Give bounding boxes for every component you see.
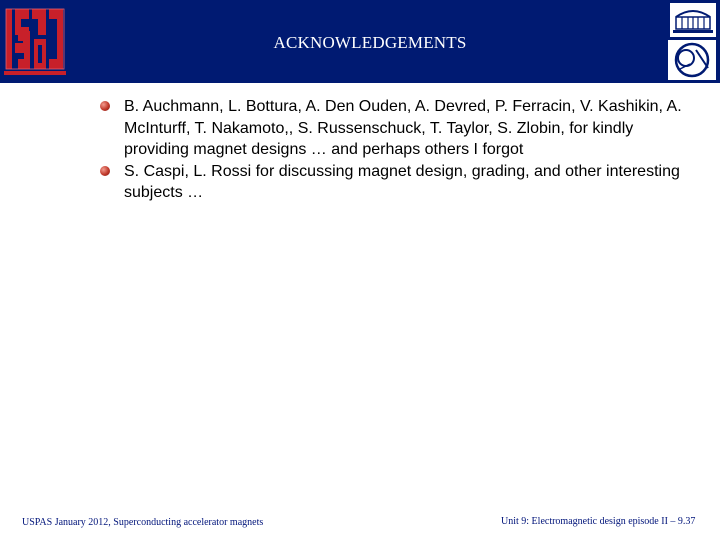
footer-course-info: USPAS January 2012, Superconducting accelerator magnets [22,517,264,528]
slide-content [100,96,690,204]
slide-title: ACKNOWLEDGEMENTS [273,33,467,52]
acknowledgement-text: S. Caspi, L. Rossi for discussing magnet design, grading, and other interesting subjects … [124,162,680,201]
laboratory-building-logo-icon [670,3,716,37]
bullet-icon [100,101,110,111]
footer-unit-info: Unit 9: Electromagnetic design episode II – 9.37 [501,516,696,527]
acknowledgement-item [100,161,690,204]
slide-header [0,0,720,83]
bullet-icon [100,166,110,176]
cern-logo-icon [668,40,716,80]
acknowledgement-text: B. Auchmann, L. Bottura, A. Den Ouden, A. Devred, P. Ferracin, V. Kashikin, A. McInturff, T. Nakamoto,, S. Russenschuck, T. Taylor, S. Zlobin, for kindly providing magnet designs … and perhaps others I forgot [124,98,682,158]
acknowledgement-item [100,96,690,161]
